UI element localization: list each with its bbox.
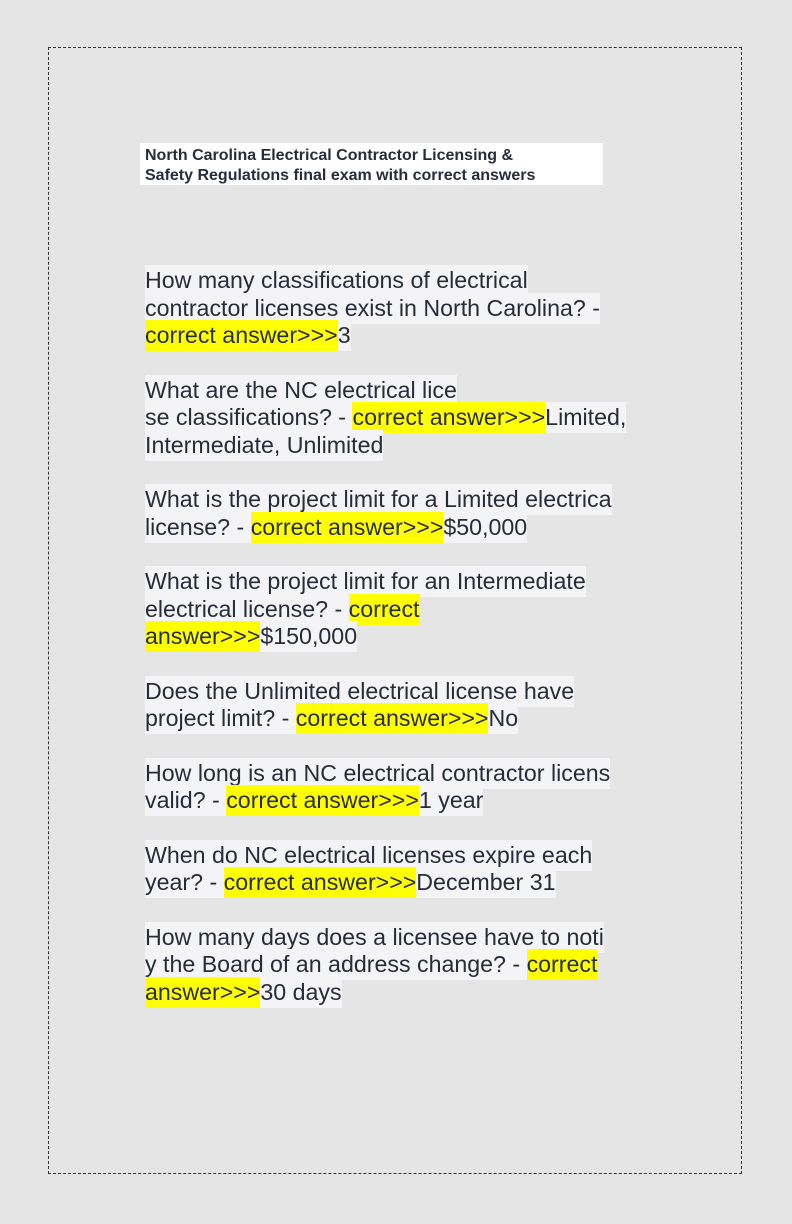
- qa-line: [145, 979, 665, 1007]
- answer-text: 30 days: [260, 977, 341, 1008]
- qa-line: [145, 705, 665, 733]
- document-title: [140, 143, 603, 185]
- answer-text: 3: [338, 320, 351, 351]
- qa-line: [145, 377, 665, 405]
- qa-line: [145, 623, 665, 651]
- question-text: project limit? -: [145, 703, 296, 734]
- question-text: How many classifications of electrical: [145, 265, 528, 296]
- answer-marker-highlight: correct answer>>>: [352, 402, 545, 433]
- question-text: When do NC electrical licenses expire each: [145, 840, 592, 871]
- qa-line: [145, 869, 665, 897]
- qa-item: [145, 760, 665, 815]
- answer-marker-highlight: correct answer>>>: [226, 785, 419, 816]
- qa-item: [145, 568, 665, 651]
- question-text: Does the Unlimited electrical license have: [145, 676, 574, 707]
- answer-text: Intermediate, Unlimited: [145, 430, 383, 461]
- answer-text: $150,000: [260, 621, 357, 652]
- title-line-1: North Carolina Electrical Contractor Licensing &: [145, 147, 514, 164]
- question-text: license? -: [145, 512, 251, 543]
- question-text: electrical license? -: [145, 594, 349, 625]
- question-text: What are the NC electrical lice: [145, 375, 457, 406]
- question-text: contractor licenses exist in North Carolina? -: [145, 293, 600, 324]
- question-text: What is the project limit for a Limited electrica: [145, 484, 612, 515]
- qa-line: [145, 267, 665, 295]
- qa-line: [145, 432, 665, 460]
- qa-line: [145, 596, 665, 624]
- answer-text: Limited,: [545, 402, 626, 433]
- answer-marker-highlight: correct: [527, 949, 598, 980]
- qa-item: [145, 678, 665, 733]
- qa-line: [145, 295, 665, 323]
- question-text: y the Board of an address change? -: [145, 949, 527, 980]
- qa-line: [145, 924, 665, 952]
- question-text: year? -: [145, 867, 224, 898]
- answer-marker-highlight: correct answer>>>: [145, 320, 338, 351]
- answer-text: $50,000: [443, 512, 527, 543]
- title-line-2: Safety Regulations final exam with correct answers: [145, 167, 536, 184]
- answer-marker-highlight: answer>>>: [145, 621, 260, 652]
- answer-marker-highlight: correct answer>>>: [251, 512, 444, 543]
- question-text: How long is an NC electrical contractor licens: [145, 758, 610, 789]
- answer-text: No: [488, 703, 518, 734]
- question-text: se classifications? -: [145, 402, 352, 433]
- qa-item: [145, 486, 665, 541]
- qa-item: [145, 924, 665, 1007]
- answer-marker-highlight: answer>>>: [145, 977, 260, 1008]
- qa-list: [145, 267, 665, 1033]
- answer-marker-highlight: correct answer>>>: [296, 703, 489, 734]
- qa-line: [145, 760, 665, 788]
- qa-line: [145, 322, 665, 350]
- qa-line: [145, 951, 665, 979]
- question-text: How many days does a licensee have to noti: [145, 922, 604, 953]
- qa-line: [145, 842, 665, 870]
- question-text: What is the project limit for an Intermediate: [145, 566, 586, 597]
- qa-item: [145, 267, 665, 350]
- qa-line: [145, 568, 665, 596]
- qa-line: [145, 787, 665, 815]
- answer-text: 1 year: [419, 785, 483, 816]
- qa-line: [145, 486, 665, 514]
- qa-line: [145, 678, 665, 706]
- qa-line: [145, 514, 665, 542]
- qa-item: [145, 377, 665, 460]
- answer-marker-highlight: correct answer>>>: [224, 867, 417, 898]
- answer-marker-highlight: correct: [349, 594, 420, 625]
- qa-line: [145, 404, 665, 432]
- answer-text: December 31: [416, 867, 555, 898]
- qa-item: [145, 842, 665, 897]
- question-text: valid? -: [145, 785, 226, 816]
